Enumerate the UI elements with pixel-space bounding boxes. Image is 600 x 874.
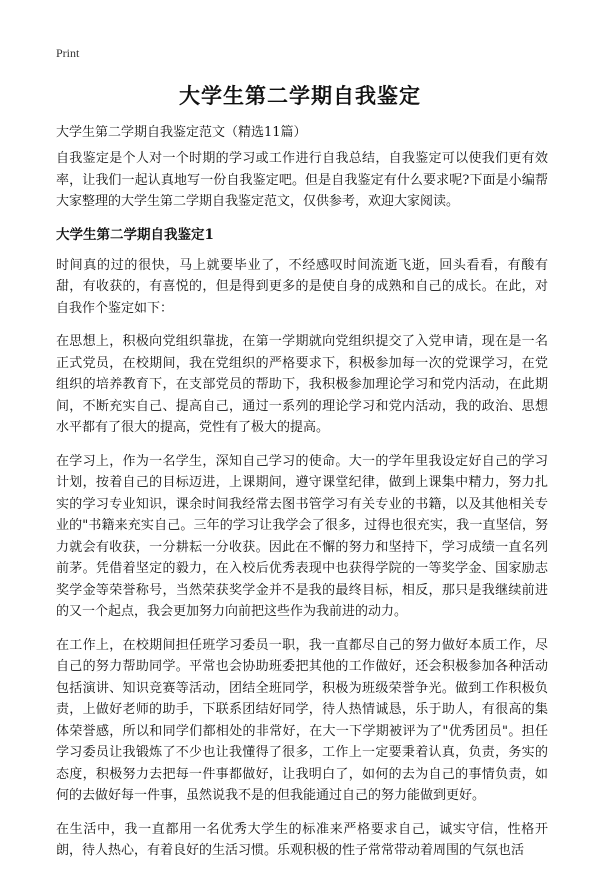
body-paragraph: 在生活中，我一直都用一名优秀大学生的标准来严格要求自己，诚实守信，性格开朗，待人热心，有着良好的生活习惯。乐观积极的性子常常带动着周围的气氛也活 — [56, 821, 548, 858]
document-body — [56, 148, 548, 874]
body-paragraph: 时间真的过的很快，马上就要毕业了，不经感叹时间流逝飞逝，回头看看，有酸有甜，有收获的，有喜悦的，但是得到更多的是使自身的成熟和自己的成长。在此，对自我作个鉴定如下： — [56, 257, 548, 316]
body-paragraph: 在工作上，在校期间担任班学习委员一职，我一直都尽自己的努力做好本质工作，尽自己的努力帮助同学。平常也会协助班委把其他的工作做好，还会积极参加各种活动包括演讲、知识竞赛等活动，团结全班同学，积极为班级荣誉争光。做到工作积极负责，上做好老师的助手，下联系团结好同学，待人热情诚恳，乐于助人，有很高的集体荣誉感，所以和同学们都相处的非常好，在大一下学期被评为了"优秀团员"。担任学习委员让我锻炼了不少也让我懂得了很多，工作上一定要秉着认真，负责，务实的态度，积极努力去把每一件事都做好，让我明白了，如何的去为自己的事情负责，如何的去做好每一件事，虽然说我不是的但我能通过自己的努力能做到更好。 — [56, 637, 548, 803]
intro-paragraph: 自我鉴定是个人对一个时期的学习或工作进行自我总结，自我鉴定可以使我们更有效率，让我们一起认真地写一份自我鉴定吧。但是自我鉴定有什么要求呢?下面是小编帮大家整理的大学生第二学期自我鉴定范文，仅供参考，欢迎大家阅读。 — [56, 151, 548, 209]
document-subtitle: 大学生第二学期自我鉴定范文（精选11篇） — [56, 125, 307, 140]
document-title: 大学生第二学期自我鉴定 — [179, 83, 421, 108]
print-link[interactable]: Print — [56, 46, 80, 60]
body-paragraph: 在思想上，积极向党组织靠拢，在第一学期就向党组织提交了入党申请，现在是一名正式党员，在校期间，我在党组织的严格要求下，积极参加每一次的党课学习，在党组织的培养教育下，在支部党员的帮助下，我积极参加理论学习和党内活动，在此期间，不断充实自己、提高自己，通过一系列的理论学习和党内活动，我的政治、思想水平都有了很大的提高，党性有了极大的提高。 — [56, 334, 548, 435]
body-paragraph: 在学习上，作为一名学生，深知自己学习的使命。大一的学年里我设定好自己的学习计划，按着自己的目标迈进，上课期间，遵守课堂纪律，做到上课集中精力，努力扎实的学习专业知识，课余时间我经常去图书管学习有关专业的书籍，以及其他相关专业的"书籍来充实自己。三年的学习让我学会了很多，过得也很充实，我一直坚信，努力就会有收获，一分耕耘一分收获。因此在不懈的努力和坚持下，学习成绩一直名列前茅。凭借着坚定的毅力，在入校后优秀表现中也获得学院的一等奖学金、国家励志奖学金等荣誉称号，当然荣获奖学金并不是我的最终目标，相反，那只是我继续前进的又一个起点，我会更加努力向前把这些作为我前进的动力。 — [56, 453, 548, 619]
section-heading: 大学生第二学期自我鉴定1 — [56, 226, 214, 243]
